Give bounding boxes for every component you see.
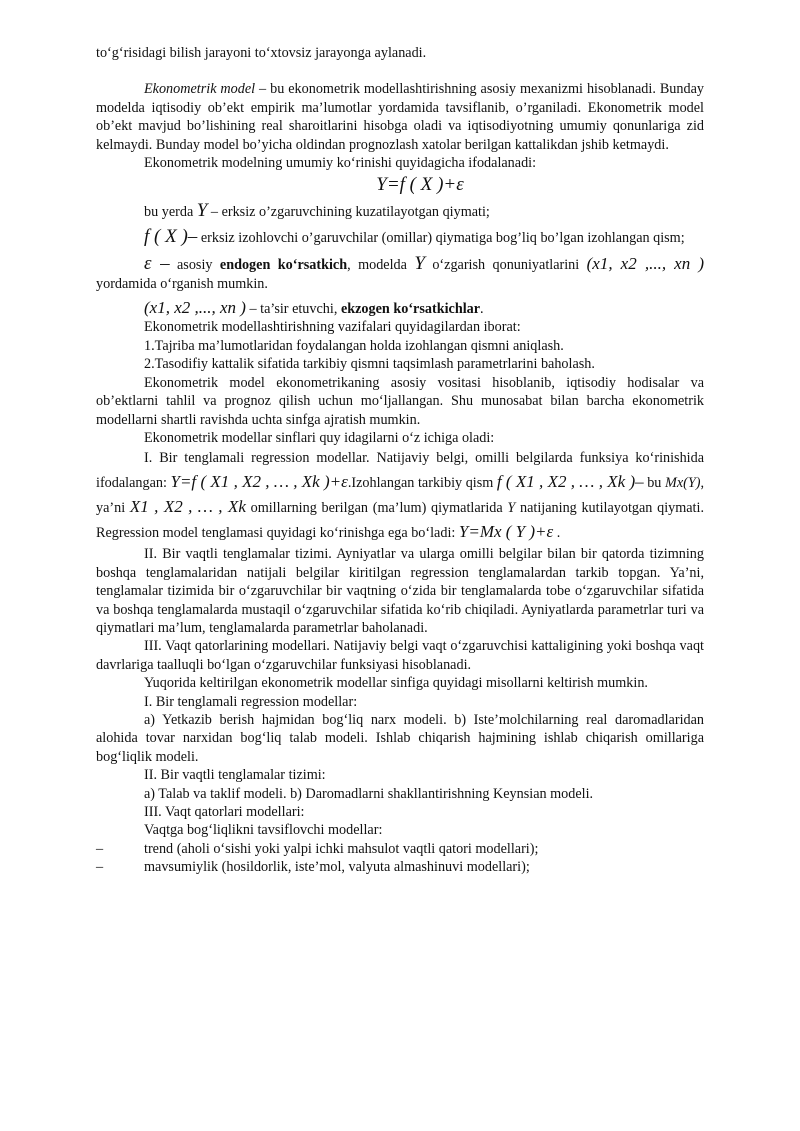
examples-heading-1: I. Bir tenglamali regression modellar: bbox=[144, 693, 358, 710]
definition-f: f ( X )– erksiz izohlovchi o’garuvchilar (omillar) qiymatiga bog’liq bo’lgan izohlangan qism; bbox=[144, 225, 685, 247]
term-endogenous: endogen ko‘rsatkich bbox=[219, 257, 348, 274]
paragraph-class-3: III. Vaqt qatorlarining modellari. Natijaviy belgi vaqt o‘zgaruvchisi kattaligining yoki boshqa vaqt davrlariga taalluqli bo‘lgan o‘zgaruvchilar funksiyasi hisoblanadi. bbox=[96, 638, 704, 673]
paragraph-class-2: II. Bir vaqtli tenglamalar tizimi. Ayniyatlar va ularga omilli belgilar bilan bir qatorda tizimning boshqa tenglamalaridan natijali belgilar kiritilgan regression tenglamalardan tarkib topgan. Ya’ni, tenglamalar tizimida bir o‘zgaruvchilar bir vaqtning o‘zida bir tenglamalarda tobe o‘zgaruvchilar sifatida va boshqa tenglamalarda mustaqil o‘zgaruvchilar sifatida ko‘rib chiqiladi. Ayniyatlarda parametrlar turi va qiymatlari ma’lum, tenglamalarda parametrlar baholanadi. bbox=[96, 546, 704, 636]
examples-3-intro: Vaqtga bog‘liqlikni tavsiflovchi modellar: bbox=[144, 822, 383, 839]
symbol-y: Y bbox=[196, 200, 208, 222]
paragraph-class-1: I. Bir tenglamali regression modellar. Natijaviy belgi, omilli belgilarda funksiya ko‘rinishida ifodalangan: Y=f ( X1 , X2 , … , Xk )+ε.Izohlangan tarkibiy qism f ( X1 , X2 , … , Xk )– bu Mx(Y), ya’ni X1 , X2 , … , Xk omillarning berilgan (ma’lum) qiymatlarida Y natijaning kutilayotgan qiymati. Regression model tenglamasi quyidagi ko‘rinishga ega bo‘ladi: Y=Mx ( Y )+ε . bbox=[96, 450, 705, 542]
definition-y: bu yerda Y – erksiz o’zgaruvchining kuzatilayotgan qiymati; bbox=[144, 200, 490, 222]
paragraph-definition: Ekonometrik model – bu ekonometrik modellashtirishning asosiy mexanizmi hisoblanadi. Bunday modelda iqtisodiy ob’ekt empirik ma’lumotlar yordamida tavsiflanib, o’rganiladi. Ekonometrik model ob’ekt mavjud bo’lishining real sharoitlarini hisobga oladi va iqtisodiyotning umumiy qonunlariga zid kelmaydi. Bunday model bo’yicha oldindan prognozlash xatolar berilgan kattalikdan jshib ketmaydi. bbox=[96, 81, 704, 153]
examples-2: a) Talab va taklif modeli. b) Daromadlarni shakllantirishning Keynsian modeli. bbox=[144, 785, 594, 802]
formula-regression: Y=f ( X1 , X2 , … , Xk )+ε bbox=[170, 472, 348, 492]
term-econometric-model: Ekonometrik model bbox=[144, 81, 256, 98]
task-2: 2.Tasodifiy kattalik sifatida tarkibiy qismni taqsimlash parametrlarini baholash. bbox=[144, 356, 595, 373]
symbol-epsilon: ε – bbox=[144, 253, 170, 275]
definition-epsilon: ε – asosiy endogen ko‘rsatkich, modelda Y o‘zgarish qonuniyatlarini (x1, x2 ,..., xn ) yordamida o‘rganish mumkin. bbox=[96, 253, 704, 292]
task-1: 1.Tajriba ma’lumotlaridan foydalangan holda izohlangan qismni aniqlash. bbox=[144, 337, 564, 354]
document-body bbox=[96, 44, 704, 877]
definition-x: (x1, x2 ,..., xn ) – ta’sir etuvchi, ekzogen ko‘rsatkichlar. bbox=[144, 298, 484, 318]
formula-general: Y=f ( X )+ε bbox=[376, 174, 464, 196]
list-item: – trend (aholi o‘sishi yoki yalpi ichki mahsulot vaqtli qatori modellari); bbox=[96, 840, 539, 857]
paragraph-tasks: Ekonometrik modellashtirishning vazifalari quyidagilardan iborat: bbox=[144, 319, 521, 336]
formula-regression-equation: Y=Mx ( Y )+ε bbox=[458, 522, 554, 542]
examples-heading-2: II. Bir vaqtli tenglamalar tizimi: bbox=[144, 767, 326, 784]
paragraph-examples: Yuqorida keltirilgan ekonometrik modellar sinfiga quyidagi misollarni keltirish mumkin. bbox=[144, 675, 648, 692]
vector-x: (x1, x2 ,..., xn ) bbox=[586, 254, 704, 274]
formula-factors: X1 , X2 , … , Xk bbox=[129, 497, 246, 517]
symbol-y-3: Y bbox=[507, 500, 516, 517]
formula-expectation: Mx(Y) bbox=[665, 475, 701, 492]
paragraph-intro: to‘g‘risidagi bilish jarayoni to‘xtovsiz jarayonga aylanadi. bbox=[96, 45, 427, 61]
vector-x-2: (x1, x2 ,..., xn ) bbox=[144, 298, 246, 318]
paragraph-general-form: Ekonometrik modelning umumiy ko‘rinishi quyidagicha ifodalanadi: bbox=[144, 155, 537, 172]
examples-1: a) Yetkazib berish hajmidan bog‘liq narx modeli. b) Iste’molchilarning real daromadlaridan alohida tovar narxidan bog‘liq talab modeli. Ishlab chiqarish hajmining ishlab chiqarish omillariga bog‘liqlik modeli. bbox=[96, 711, 704, 765]
term-exogenous: ekzogen ko‘rsatkichlar bbox=[340, 301, 481, 318]
formula-explained-part: f ( X1 , X2 , … , Xk )– bbox=[496, 472, 644, 492]
paragraph-classes-intro: Ekonometrik model ekonometrikaning asosiy vositasi hisoblanib, iqtisodiy hodisalar va ob’ektlarni tahlil va prognoz qilish uchun mo‘ljallangan. Shu munosabat bilan barcha ekonometrik modellarni shartli ravishda uchta sinfga ajratish mumkin. bbox=[96, 374, 704, 428]
symbol-f-x: f ( X )– bbox=[144, 225, 198, 247]
list-item: – mavsumiylik (hosildorlik, iste’mol, valyuta almashinuvi modellari); bbox=[96, 859, 530, 876]
paragraph-classes: Ekonometrik modellar sinflari quy idagilarni o‘z ichiga oladi: bbox=[144, 429, 495, 446]
examples-heading-3: III. Vaqt qatorlari modellari: bbox=[144, 804, 305, 820]
symbol-y-2: Y bbox=[414, 253, 425, 275]
